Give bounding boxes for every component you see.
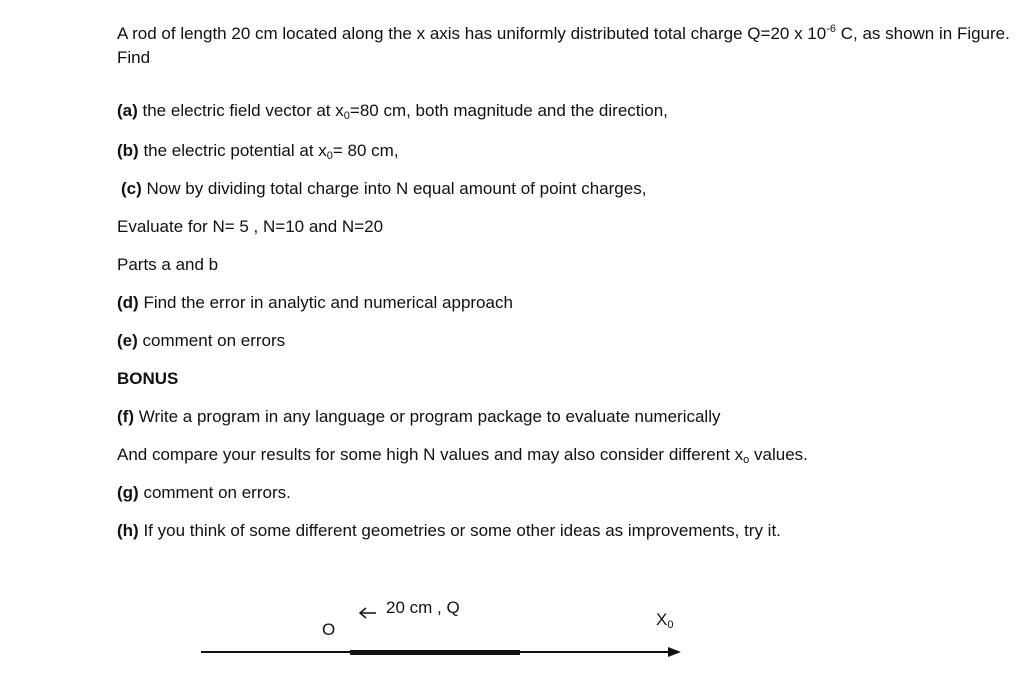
- item-b-text-2: = 80 cm,: [332, 141, 399, 160]
- item-b-label: (b): [117, 141, 139, 160]
- item-a-text-2: =80 cm, both magnitude and the direction,: [349, 101, 668, 120]
- item-e-label: (e): [117, 331, 138, 350]
- item-a-label: (a): [117, 101, 138, 120]
- item-a-subscript: 0: [343, 110, 350, 122]
- item-g-label: (g): [117, 483, 139, 502]
- item-b-text-1: the electric potential at x: [138, 141, 327, 160]
- item-f-label: (f): [117, 407, 134, 426]
- item-d-text: Find the error in analytic and numerical approach: [138, 293, 513, 312]
- compare-subscript: o: [743, 454, 750, 466]
- left-arrow-icon: [356, 606, 378, 620]
- compare-line: [117, 444, 808, 466]
- compare-text-1: And compare your results for some high N values and may also consider different x: [117, 445, 744, 464]
- item-a-text-1: the electric field vector at x: [137, 101, 344, 120]
- rod-label: 20 cm , Q: [386, 598, 460, 617]
- item-f-text: Write a program in any language or program package to evaluate numerically: [133, 407, 721, 426]
- intro-paragraph: [117, 22, 1012, 70]
- item-c-text: Now by dividing total charge into N equal amount of point charges,: [141, 179, 647, 198]
- item-h-text: If you think of some different geometries or some other ideas as improvements, try it.: [138, 521, 781, 540]
- intro-exponent: -6: [826, 23, 836, 35]
- item-h-label: (h): [117, 521, 139, 540]
- item-h: [117, 520, 781, 542]
- origin-label: O: [322, 620, 336, 639]
- item-f: [117, 406, 720, 428]
- item-c: [121, 178, 646, 200]
- x0-label-main: X: [656, 610, 668, 629]
- evaluate-line: Evaluate for N= 5 , N=10 and N=20: [117, 217, 384, 236]
- compare-text-2: values.: [749, 445, 808, 464]
- item-a: [117, 100, 668, 122]
- intro-text-1: A rod of length 20 cm located along the x axis has uniformly distributed total charge Q=20 x 10: [117, 24, 827, 43]
- charged-rod: [350, 650, 520, 655]
- intro-text-2: C, as shown in Figure. Find: [117, 24, 1010, 67]
- item-e: [117, 330, 285, 352]
- parts-line: Parts a and b: [117, 255, 219, 274]
- item-g: [117, 482, 291, 504]
- rod-figure: [0, 590, 1024, 673]
- bonus-heading: BONUS: [117, 369, 179, 388]
- item-d-label: (d): [117, 293, 139, 312]
- x-axis: [0, 642, 1024, 662]
- x-axis-arrow-icon: [668, 647, 681, 657]
- item-g-text: comment on errors.: [138, 483, 291, 502]
- item-b: [117, 140, 399, 162]
- x0-label: [656, 610, 673, 630]
- problem-intro: [117, 22, 1012, 70]
- item-b-subscript: 0: [326, 150, 333, 162]
- item-c-label: (c): [121, 179, 142, 198]
- item-d: [117, 292, 513, 314]
- item-e-text: comment on errors: [137, 331, 286, 350]
- x0-label-subscript: 0: [667, 619, 674, 631]
